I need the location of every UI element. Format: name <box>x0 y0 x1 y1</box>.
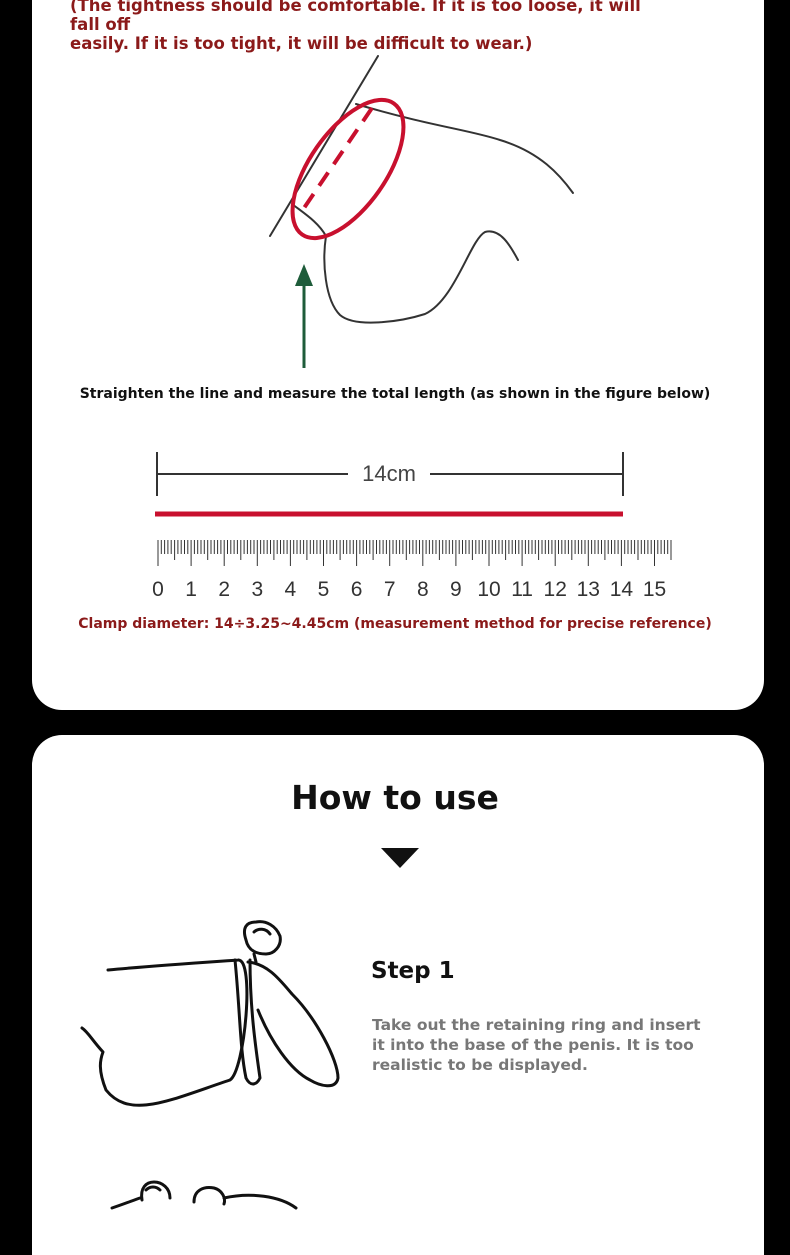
ruler-label: 10 <box>477 578 501 601</box>
ruler-label: 13 <box>576 578 600 601</box>
ruler-label: 14 <box>609 578 634 601</box>
ruler-label: 5 <box>317 578 330 601</box>
ruler-label: 15 <box>642 578 667 601</box>
tightness-note: (The tightness should be comfortable. If it is too loose, it will fall off easily. If it is too tight, it will be difficult to wear.) <box>70 0 641 53</box>
section-title: How to use <box>291 778 499 817</box>
down-triangle-icon <box>380 847 420 869</box>
clamp-caption: Clamp diameter: 14÷3.25~4.45cm (measurement method for precise reference) <box>78 616 712 632</box>
ruler-label: 8 <box>416 578 429 601</box>
ruler-label: 11 <box>511 578 534 601</box>
ruler-label: 1 <box>185 578 197 601</box>
ruler-label: 7 <box>383 578 396 601</box>
ruler-label: 4 <box>284 578 297 601</box>
up-arrow-icon <box>295 264 313 368</box>
step1-description: Take out the retaining ring and insert it into the base of the penis. It is too realistic to be displayed. <box>372 1016 701 1074</box>
step2-illustration <box>100 1178 320 1218</box>
measure-caption: Straighten the line and measure the total length (as shown in the figure below) <box>79 386 711 402</box>
measurement-illustration <box>0 0 790 380</box>
ruler-label: 0 <box>152 578 164 601</box>
step1-illustration <box>70 910 370 1130</box>
ruler-label: 3 <box>251 578 264 601</box>
ruler-label: 2 <box>218 578 231 601</box>
ruler-label: 6 <box>350 578 363 601</box>
measure-label: 14cm <box>362 461 416 486</box>
ruler-label: 9 <box>450 578 462 601</box>
ruler-label: 12 <box>543 578 567 601</box>
step1-title: Step 1 <box>371 958 455 984</box>
ruler-illustration <box>0 448 790 608</box>
